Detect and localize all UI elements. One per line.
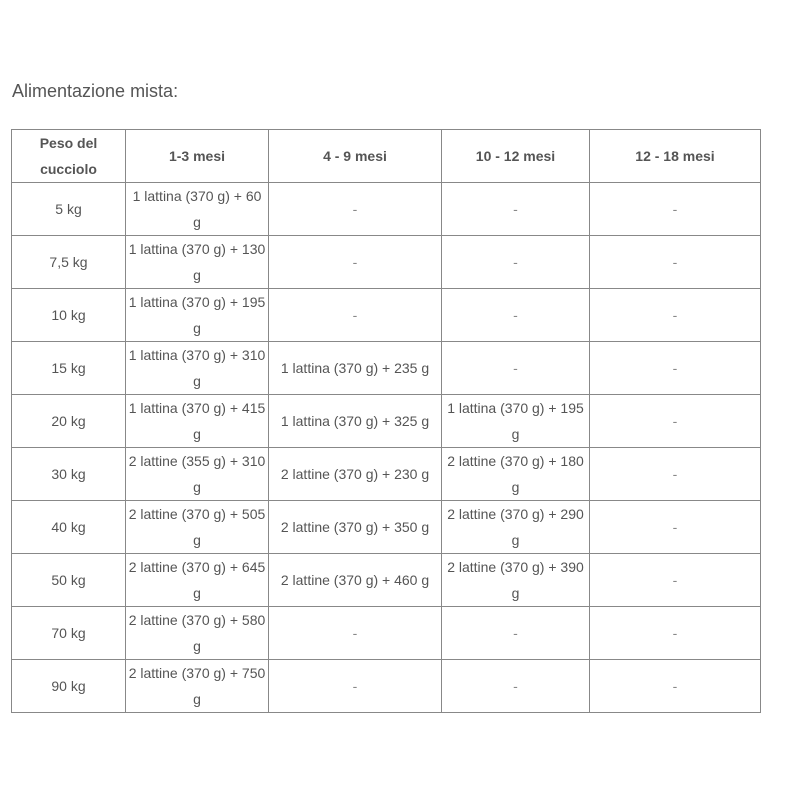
table-cell: - (442, 289, 590, 342)
table-cell: 2 lattine (370 g) + 580 g (126, 607, 269, 660)
table-row (12, 607, 761, 660)
table-row (12, 660, 761, 713)
table-cell: 1 lattina (370 g) + 310 g (126, 342, 269, 395)
table-cell: - (590, 183, 761, 236)
table-cell: 1 lattina (370 g) + 195 g (126, 289, 269, 342)
table-row (12, 289, 761, 342)
table-cell: 1 lattina (370 g) + 325 g (269, 395, 442, 448)
weight-cell: 70 kg (12, 607, 126, 660)
table-row (12, 395, 761, 448)
table-cell: - (269, 289, 442, 342)
header-10-12-months: 10 - 12 mesi (442, 130, 590, 183)
table-cell: - (590, 342, 761, 395)
table-cell: - (442, 183, 590, 236)
table-row (12, 554, 761, 607)
table-row (12, 501, 761, 554)
table-cell: 2 lattine (355 g) + 310 g (126, 448, 269, 501)
table-cell: 2 lattine (370 g) + 505 g (126, 501, 269, 554)
table-cell: 2 lattine (370 g) + 180 g (442, 448, 590, 501)
table-cell: 2 lattine (370 g) + 290 g (442, 501, 590, 554)
weight-cell: 15 kg (12, 342, 126, 395)
header-12-18-months: 12 - 18 mesi (590, 130, 761, 183)
weight-cell: 20 kg (12, 395, 126, 448)
feeding-table (11, 129, 761, 713)
section-heading: Alimentazione mista: (12, 81, 179, 101)
table-header-row (12, 130, 761, 183)
table-cell: 2 lattine (370 g) + 350 g (269, 501, 442, 554)
weight-cell: 30 kg (12, 448, 126, 501)
table-cell: - (442, 607, 590, 660)
table-row (12, 183, 761, 236)
table-row (12, 448, 761, 501)
table-cell: 1 lattina (370 g) + 130 g (126, 236, 269, 289)
table-cell: 1 lattina (370 g) + 415 g (126, 395, 269, 448)
table-cell: - (269, 660, 442, 713)
weight-cell: 5 kg (12, 183, 126, 236)
weight-cell: 40 kg (12, 501, 126, 554)
table-cell: - (590, 448, 761, 501)
header-4-9-months: 4 - 9 mesi (269, 130, 442, 183)
table-cell: - (590, 607, 761, 660)
weight-cell: 7,5 kg (12, 236, 126, 289)
table-cell: - (590, 554, 761, 607)
weight-cell: 50 kg (12, 554, 126, 607)
table-cell: - (442, 236, 590, 289)
table-cell: - (590, 395, 761, 448)
weight-cell: 10 kg (12, 289, 126, 342)
table-cell: 1 lattina (370 g) + 60 g (126, 183, 269, 236)
table-cell: 2 lattine (370 g) + 750 g (126, 660, 269, 713)
table-cell: 1 lattina (370 g) + 195 g (442, 395, 590, 448)
table-cell: 2 lattine (370 g) + 460 g (269, 554, 442, 607)
table-cell: - (590, 236, 761, 289)
header-weight: Peso del cucciolo (12, 130, 126, 183)
weight-cell: 90 kg (12, 660, 126, 713)
table-cell: - (590, 289, 761, 342)
header-1-3-months: 1-3 mesi (126, 130, 269, 183)
table-cell: - (269, 183, 442, 236)
table-cell: 2 lattine (370 g) + 390 g (442, 554, 590, 607)
table-cell: - (590, 660, 761, 713)
table-cell: 1 lattina (370 g) + 235 g (269, 342, 442, 395)
table-cell: 2 lattine (370 g) + 645 g (126, 554, 269, 607)
table-cell: - (269, 236, 442, 289)
table-cell: - (442, 660, 590, 713)
table-cell: 2 lattine (370 g) + 230 g (269, 448, 442, 501)
table-row (12, 342, 761, 395)
table-cell: - (442, 342, 590, 395)
table-row (12, 236, 761, 289)
table-cell: - (269, 607, 442, 660)
table-cell: - (590, 501, 761, 554)
